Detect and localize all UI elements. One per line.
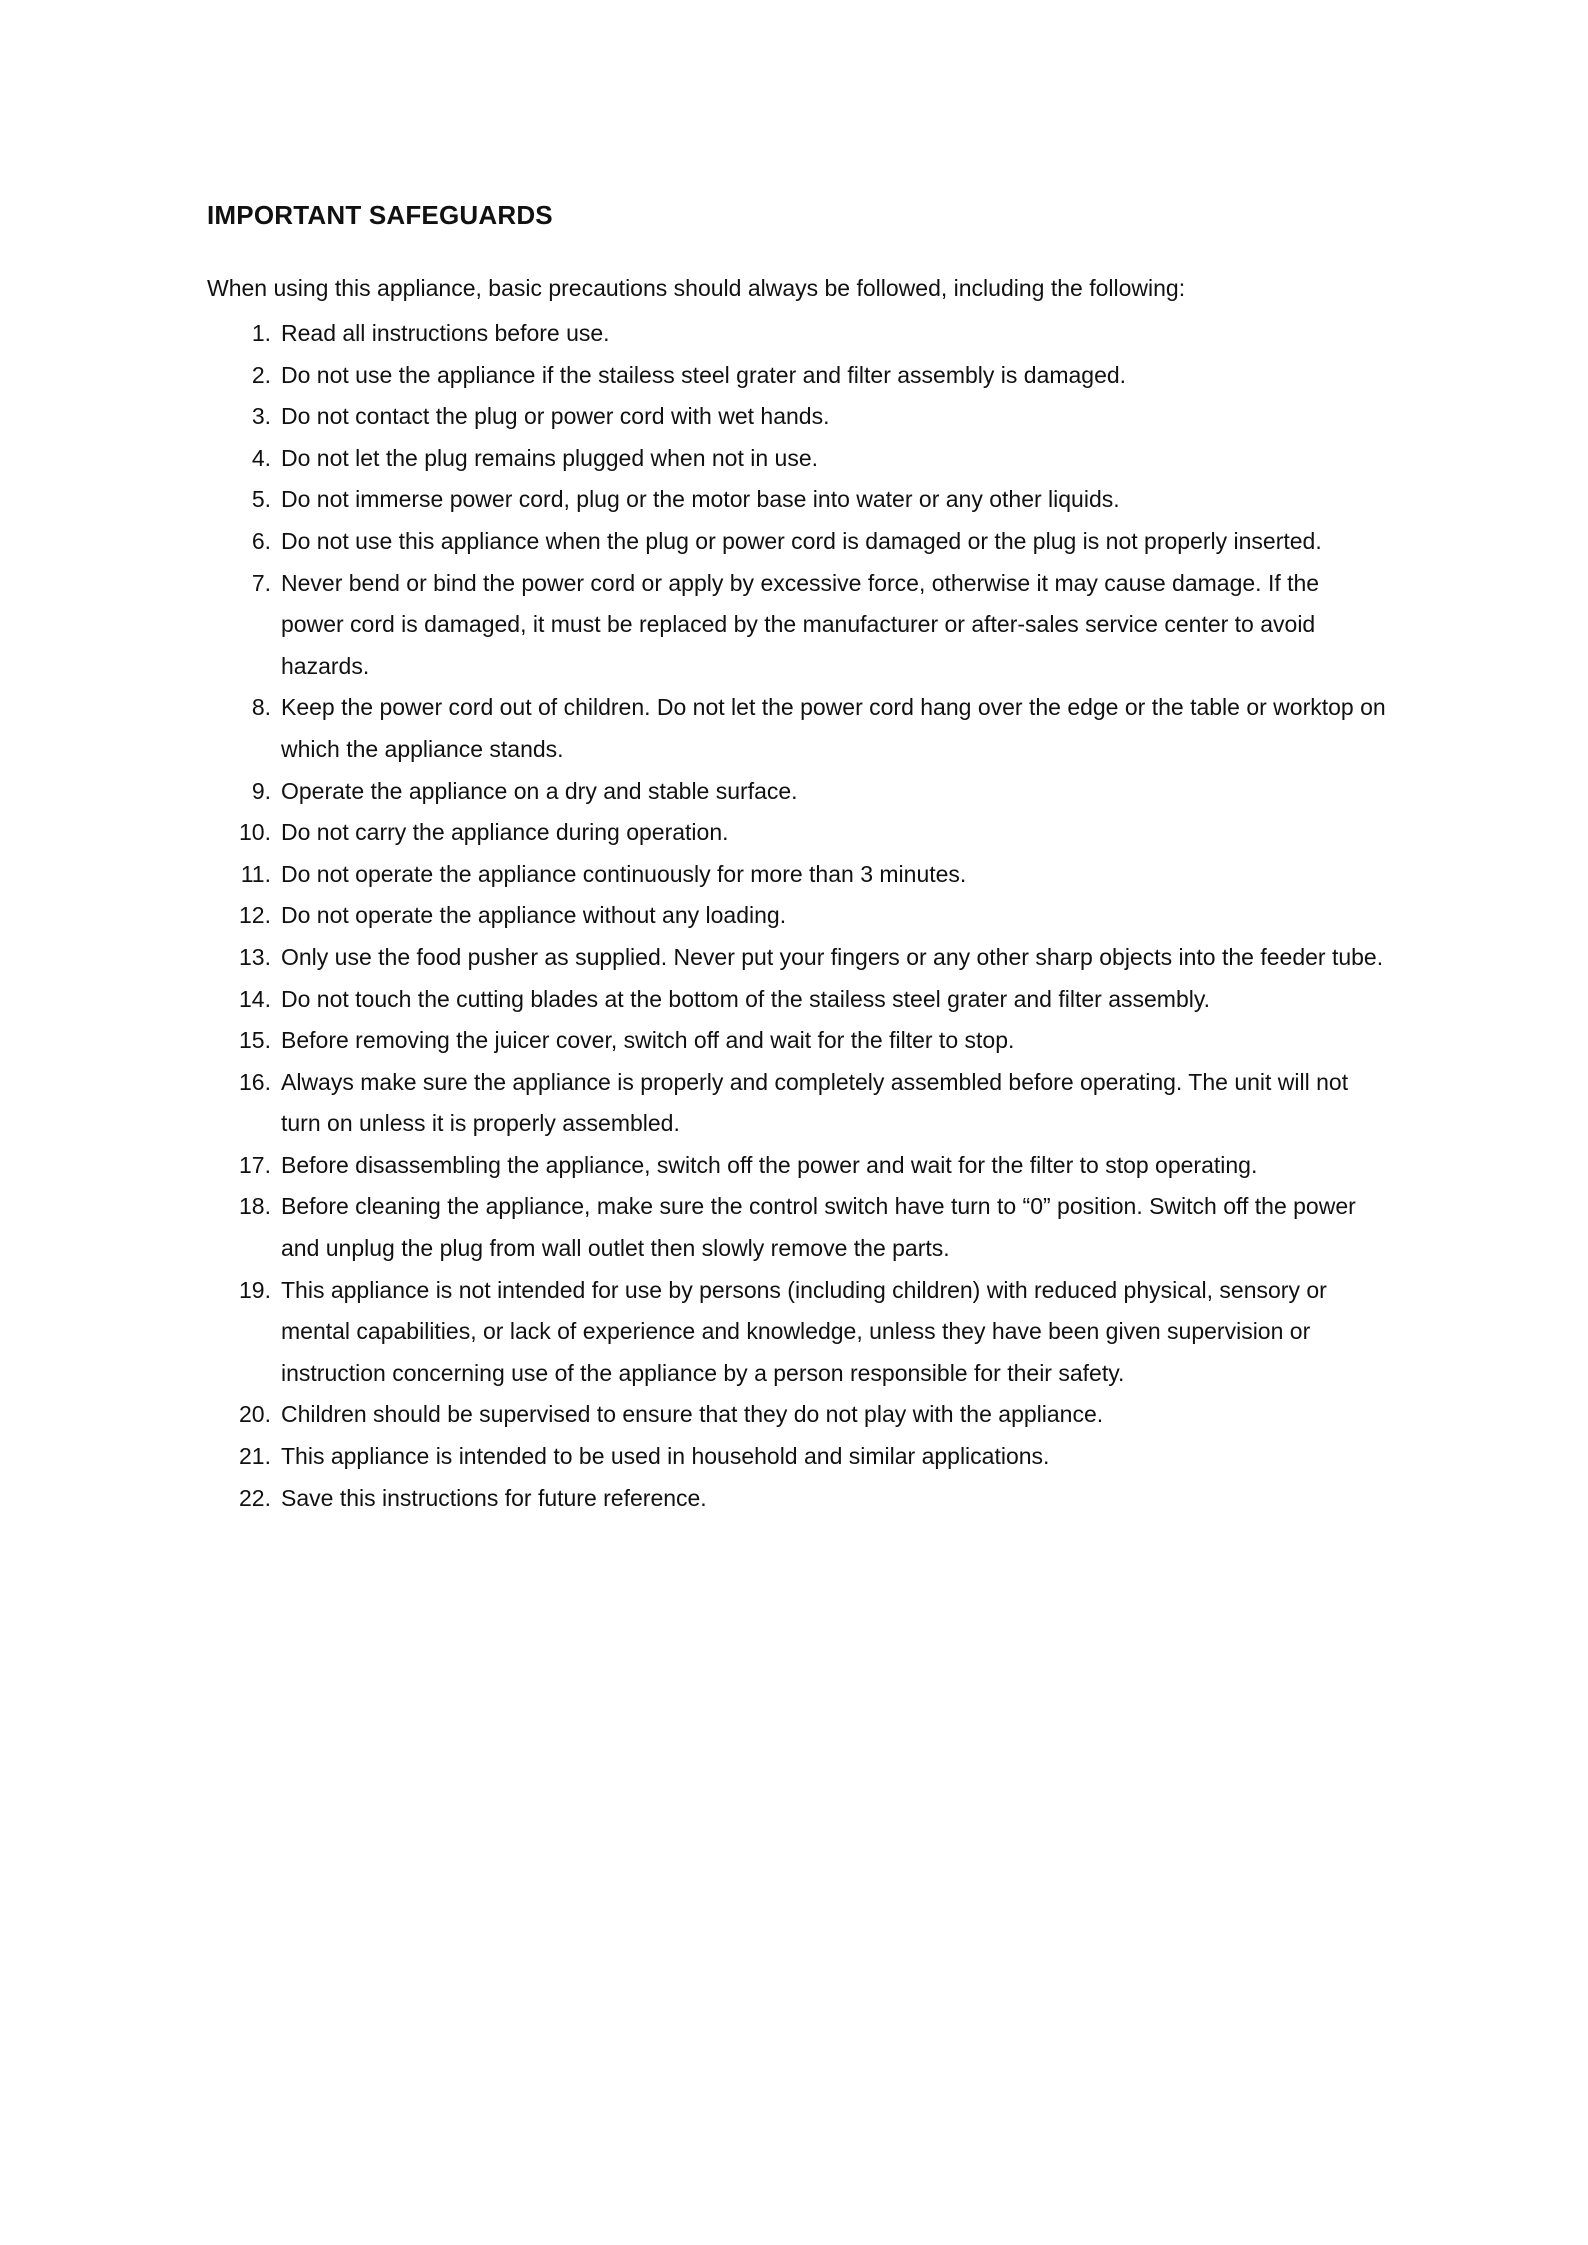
item-text: Only use the food pusher as supplied. Never put your fingers or any other sharp objects into the feeder tube. bbox=[281, 943, 1384, 970]
item-text: Before removing the juicer cover, switch off and wait for the filter to stop. bbox=[281, 1027, 1015, 1054]
list-item bbox=[207, 812, 1387, 854]
item-number: 5. bbox=[251, 486, 271, 513]
item-number: 18. bbox=[239, 1193, 271, 1220]
list-item bbox=[207, 1270, 1387, 1395]
item-number: 21. bbox=[239, 1443, 271, 1470]
list-item bbox=[207, 895, 1387, 937]
item-number: 14. bbox=[239, 985, 271, 1012]
item-text: Before disassembling the appliance, switch off the power and wait for the filter to stop operating. bbox=[281, 1151, 1258, 1178]
item-number: 2. bbox=[251, 361, 271, 388]
item-text: Do not touch the cutting blades at the bottom of the stailess steel grater and filter assembly. bbox=[281, 985, 1211, 1012]
list-item bbox=[207, 937, 1387, 979]
item-text: Do not immerse power cord, plug or the motor base into water or any other liquids. bbox=[281, 486, 1120, 513]
item-number: 19. bbox=[239, 1276, 271, 1303]
list-item bbox=[207, 563, 1387, 688]
item-text: Never bend or bind the power cord or apply by excessive force, otherwise it may cause damage. If the power cord is damaged, it must be replaced by the manufacturer or after-sales service center to avoid hazards. bbox=[281, 569, 1320, 679]
item-text: This appliance is not intended for use by persons (including children) with reduced physical, sensory or mental capabilities, or lack of experience and knowledge, unless they have been given supervision or instruction concerning use of the appliance by a person responsible for their safety. bbox=[281, 1276, 1327, 1386]
list-item bbox=[207, 1478, 1387, 1520]
item-text: Children should be supervised to ensure that they do not play with the appliance. bbox=[281, 1401, 1104, 1428]
item-text: Before cleaning the appliance, make sure the control switch have turn to “0” position. Switch off the power and unplug the plug from wall outlet then slowly remove the parts. bbox=[281, 1193, 1356, 1262]
item-text: Do not operate the appliance without any loading. bbox=[281, 902, 787, 929]
list-item bbox=[207, 396, 1387, 438]
item-text: Read all instructions before use. bbox=[281, 320, 610, 346]
safeguards-list bbox=[207, 313, 1387, 1519]
item-text: Do not let the plug remains plugged when not in use. bbox=[281, 444, 819, 471]
item-number: 22. bbox=[239, 1484, 271, 1511]
item-text: Operate the appliance on a dry and stable surface. bbox=[281, 777, 798, 804]
item-text: Do not use this appliance when the plug or power cord is damaged or the plug is not properly inserted. bbox=[281, 527, 1322, 554]
item-text: Always make sure the appliance is properly and completely assembled before operating. The unit will not turn on unless it is properly assembled. bbox=[281, 1068, 1349, 1137]
list-item bbox=[207, 687, 1387, 770]
document-heading: IMPORTANT SAFEGUARDS bbox=[207, 200, 553, 230]
item-text: Do not contact the plug or power cord with wet hands. bbox=[281, 403, 830, 430]
item-text: Do not operate the appliance continuously for more than 3 minutes. bbox=[281, 860, 967, 887]
list-item bbox=[207, 479, 1387, 521]
list-item bbox=[207, 1062, 1387, 1145]
list-item bbox=[207, 1186, 1387, 1269]
list-item bbox=[207, 521, 1387, 563]
item-number: 7. bbox=[251, 569, 271, 596]
item-number: 15. bbox=[239, 1027, 271, 1054]
item-text: This appliance is intended to be used in household and similar applications. bbox=[281, 1443, 1050, 1470]
list-item bbox=[207, 1145, 1387, 1187]
item-number: 13. bbox=[239, 943, 271, 970]
item-number: 20. bbox=[239, 1401, 271, 1428]
list-item bbox=[207, 313, 1387, 355]
item-number: 17. bbox=[239, 1151, 271, 1178]
item-number: 4. bbox=[251, 444, 271, 471]
list-item bbox=[207, 854, 1387, 896]
list-item bbox=[207, 355, 1387, 397]
item-number: 1. bbox=[251, 320, 271, 346]
list-item bbox=[207, 1394, 1387, 1436]
item-number: 11. bbox=[240, 860, 271, 887]
list-item bbox=[207, 1436, 1387, 1478]
item-text: Do not carry the appliance during operation. bbox=[281, 819, 729, 846]
item-number: 12. bbox=[239, 902, 271, 929]
list-item bbox=[207, 438, 1387, 480]
list-item bbox=[207, 771, 1387, 813]
item-number: 6. bbox=[251, 527, 271, 554]
item-number: 8. bbox=[251, 694, 271, 721]
intro-paragraph: When using this appliance, basic precautions should always be followed, including the following: bbox=[207, 275, 1186, 301]
list-item bbox=[207, 1020, 1387, 1062]
item-number: 3. bbox=[251, 403, 271, 430]
item-number: 9. bbox=[251, 777, 271, 804]
item-number: 10. bbox=[239, 819, 271, 846]
item-text: Save this instructions for future reference. bbox=[281, 1484, 707, 1511]
list-item bbox=[207, 979, 1387, 1021]
item-number: 16. bbox=[239, 1068, 271, 1095]
item-text: Do not use the appliance if the stailess steel grater and filter assembly is damaged. bbox=[281, 361, 1127, 388]
item-text: Keep the power cord out of children. Do not let the power cord hang over the edge or the table or worktop on which the appliance stands. bbox=[281, 694, 1386, 762]
